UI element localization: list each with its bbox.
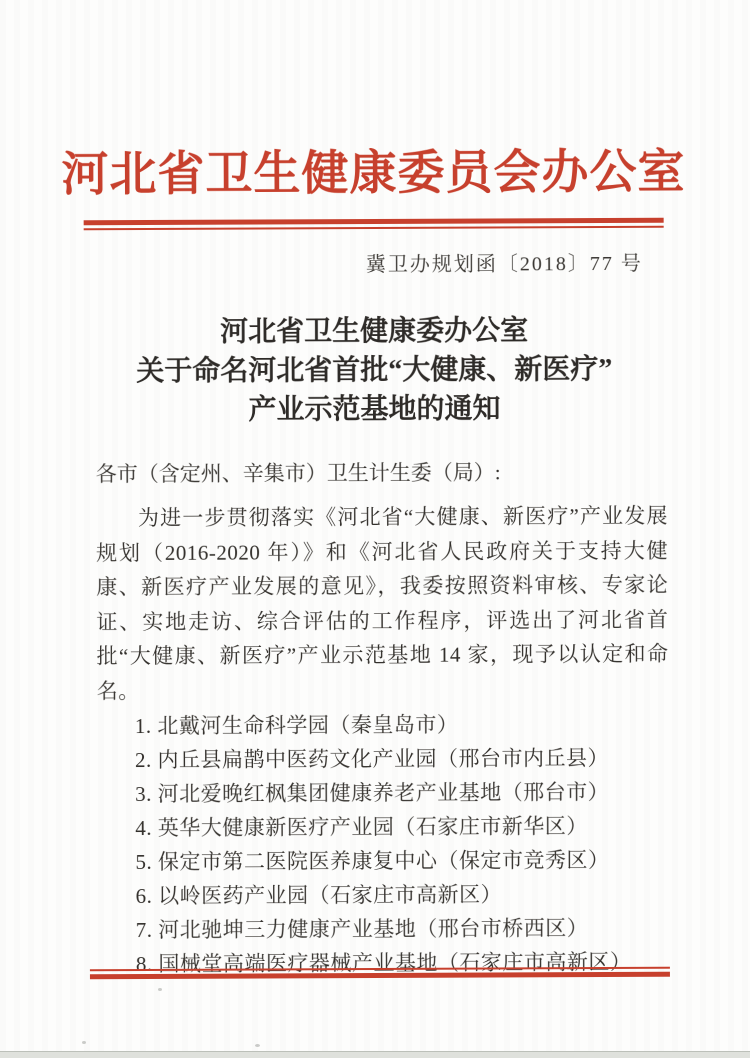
letterhead-agency-name: 河北省卫生健康委员会办公室 xyxy=(61,146,686,202)
body-paragraph: 为进一步贯彻落实《河北省“大健康、新医疗”产业发展规划（2016-2020 年）》和《河北省人民政府关于支持大健康、新医疗产业发展的意见》，我委按照资料审核、专家论证、实地走访、综合评估的工作程序，评选出了河北省首批“大健康、新医疗”产业示范基地 14 家，现予以认定和命名。 xyxy=(96,503,669,703)
document-title xyxy=(0,310,750,430)
scan-bottom-edge xyxy=(0,1051,750,1058)
list-item: 6. 以岭医药产业园（石家庄市高新区） xyxy=(135,882,503,909)
letterhead-red-rule xyxy=(84,218,664,231)
demonstration-base-list xyxy=(135,707,670,981)
list-item: 5. 保定市第二医院医养康复中心（保定市竞秀区） xyxy=(135,847,610,875)
document-title-line1: 河北省卫生健康委办公室 xyxy=(220,315,529,348)
list-item: 1. 北戴河生命科学园（秦皇岛市） xyxy=(134,712,459,739)
list-item: 7. 河北驰坤三力健康产业基地（邢台市桥西区） xyxy=(135,916,589,943)
scan-noise-speck xyxy=(158,988,162,991)
list-item: 3. 河北爱晚红枫集团健康养老产业基地（邢台市） xyxy=(135,779,610,807)
document-title-line3: 产业示范基地的通知 xyxy=(248,393,501,426)
scan-noise-speck xyxy=(255,1044,260,1047)
list-item: 2. 内丘县扁鹊中医药文化产业园（邢台市内丘县） xyxy=(134,745,610,773)
list-item: 8. 国械堂高端医疗器械产业基地（石家庄市高新区） xyxy=(135,949,632,977)
salutation: 各市（含定州、辛集市）卫生计生委（局）: xyxy=(95,460,501,487)
list-item: 4. 英华大健康新医疗产业园（石家庄市新华区） xyxy=(135,814,588,841)
document-number: 冀卫办规划函〔2018〕77 号 xyxy=(365,252,643,277)
document-title-line2: 关于命名河北省首批“大健康、新医疗” xyxy=(136,353,613,388)
scan-noise-speck xyxy=(82,1041,86,1044)
